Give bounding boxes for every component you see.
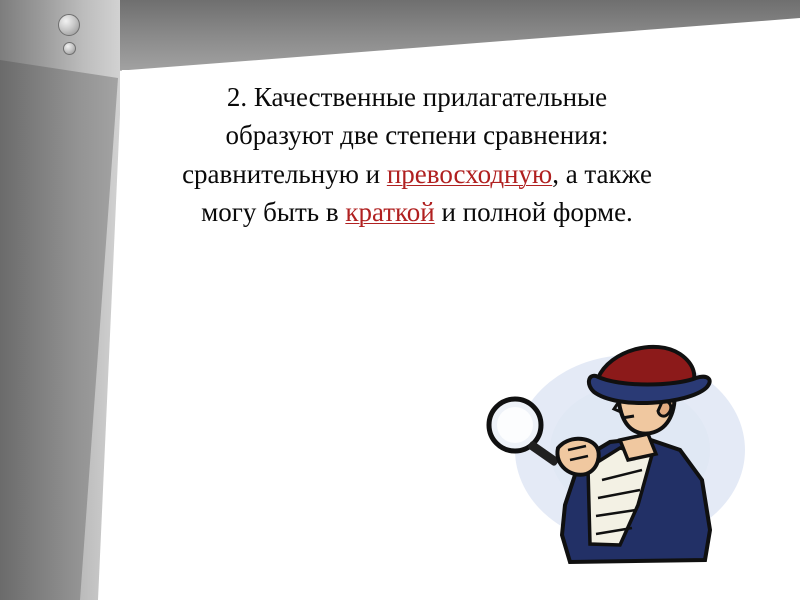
circle-decor-large-icon <box>58 14 80 36</box>
neck-shape <box>620 434 656 460</box>
text-run: образуют две степени сравнения: <box>225 120 609 151</box>
text-run: могу быть в <box>201 196 346 227</box>
slide-body-text <box>72 78 762 231</box>
hand-shape <box>557 439 598 475</box>
highlight-word-prevoskhodnuyu: превосходную <box>386 158 553 189</box>
detective-illustration <box>470 330 770 580</box>
text-line-4 <box>72 193 762 231</box>
decoration-top-band <box>0 0 800 80</box>
text-run: , а также <box>552 158 652 189</box>
decoration-dots <box>56 14 88 66</box>
text-line-1 <box>72 78 762 116</box>
circle-decor-small-icon <box>63 42 76 55</box>
highlight-word-kratkoy: краткой <box>345 196 435 227</box>
text-run: и полной форме. <box>434 196 633 227</box>
text-run: сравнительную и <box>182 158 387 189</box>
text-line-3 <box>72 155 762 193</box>
detective-hat-icon <box>589 347 710 403</box>
text-run: 2. Качественные прилагательные <box>226 82 608 112</box>
text-line-2 <box>72 116 762 154</box>
